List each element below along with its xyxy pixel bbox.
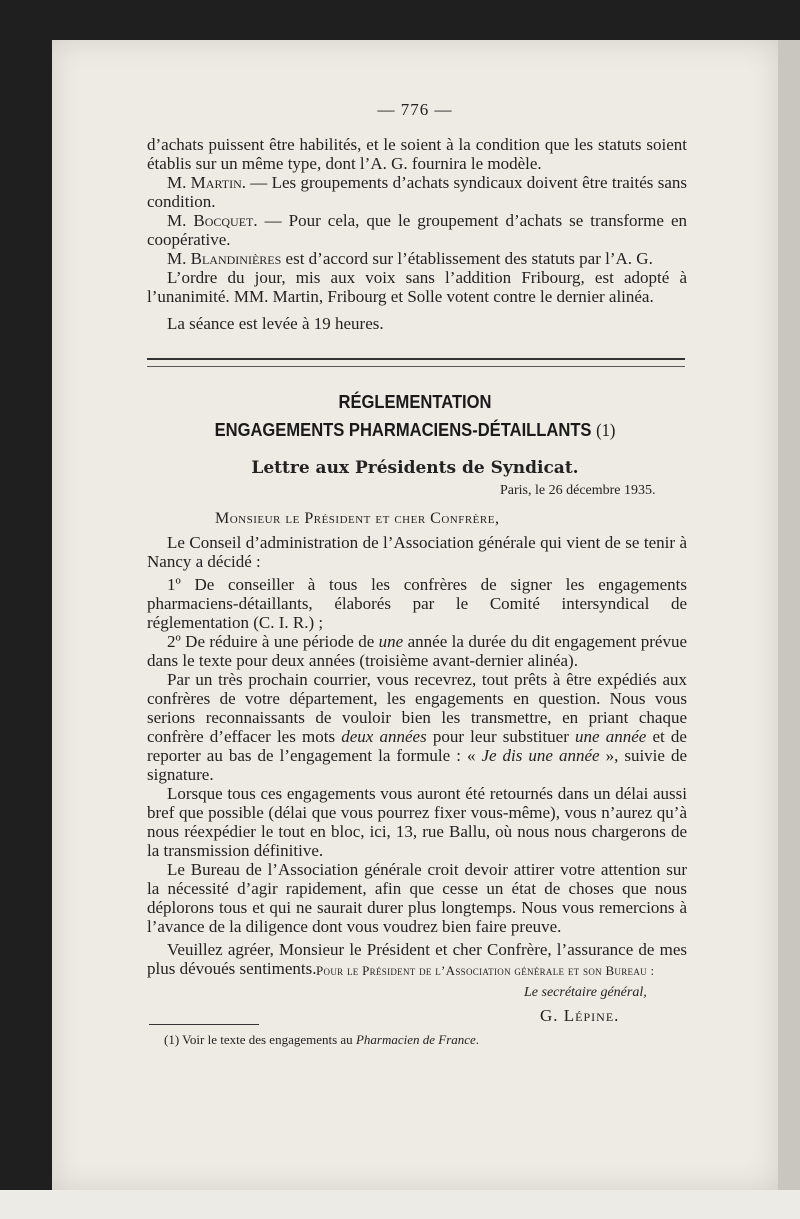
text-run: 2º De réduire à une période de <box>167 632 379 651</box>
minutes-continuation <box>147 135 687 333</box>
emphasis: Je dis une année <box>481 746 600 765</box>
letter-body <box>147 533 687 978</box>
title-footnote-marker: (1) <box>596 420 616 440</box>
letter-paragraph <box>147 670 687 784</box>
document-page <box>52 40 778 1190</box>
text-run: pour leur substituer <box>426 727 576 746</box>
letter-closing: Veuillez agréer, Monsieur le Président et cher Confrère, l’assurance de mes plus dévoués sentiments. <box>147 940 687 978</box>
section-title: RÉGLEMENTATION <box>338 392 492 412</box>
emphasis: deux années <box>341 727 427 746</box>
minutes-paragraph <box>147 211 687 249</box>
letter-paragraph: Le Bureau de l’Association générale croit devoir attirer votre attention sur la nécessité d’agir rapidement, afin que cesse un état de choses que nous déplorons tous et qui ne saurait durer plus longtemps. Nous vous remercions à l’avance de la diligence dont vous voudrez bien faire preuve. <box>147 860 687 936</box>
minutes-paragraph <box>147 173 687 211</box>
minutes-paragraph <box>147 249 687 268</box>
emphasis: une année <box>575 727 647 746</box>
minutes-paragraph: d’achats puissent être habilités, et le soient à la condition que les statuts soient établis sur un même type, dont l’A. G. fournira le modèle. <box>147 135 687 173</box>
adjacent-page-edge <box>778 40 800 1190</box>
letter-paragraph: 1º De conseiller à tous les confrères de signer les engagements pharmaciens-détaillants, élaborés par le Comité intersyndical de réglementation (C. I. R.) ; <box>147 575 687 632</box>
text-run: et de reporter au bas de l’engagement la formule : « <box>147 727 687 765</box>
section-divider-top <box>147 358 685 360</box>
signature-line: Pour le Président de l’Association générale et son Bureau : <box>316 963 655 978</box>
letter-paragraph: Lorsque tous ces engagements vous auront été retournés dans un délai aussi bref que possible (délai que vous pourrez fixer vous-même), vous n’aurez qu’à nous réexpédier le tout en bloc, ici, 13, rue Ballu, où nous nous chargerons de la transmission définitive. <box>147 784 687 860</box>
speaker-name: M. Martin. <box>167 173 246 192</box>
salutation: Monsieur le Président et cher Confrère, <box>215 510 500 527</box>
speaker-text: — Pour cela, que le groupement d’achats se transforme en coopérative. <box>147 211 687 249</box>
text-run: Par un très prochain courrier, vous recevrez, tout prêts à être expédiés aux confrères de votre département, les engagements en question. Nous vous serions reconnaissants de vouloir bien les transmettre, en priant chaque confrère d’effacer les mots <box>147 670 687 746</box>
footnote-rule <box>149 1024 259 1025</box>
footnote <box>164 1032 479 1048</box>
minutes-paragraph: L’ordre du jour, mis aux voix sans l’addition Fribourg, est adopté à l’unanimité. MM. Martin, Fribourg et Solle votent contre le dernier alinéa. <box>147 268 687 306</box>
scan-bottom-band <box>0 1190 800 1219</box>
footnote-text: (1) Voir le texte des engagements au <box>164 1032 356 1047</box>
speaker-name: M. Bocquet. <box>167 211 258 230</box>
emphasis: une <box>378 632 404 651</box>
footnote-text: . <box>475 1032 480 1047</box>
section-subtitle-line <box>81 420 749 441</box>
speaker-name: M. Blandinières <box>167 249 282 268</box>
speaker-text: est d’accord sur l’établissement des statuts par l’A. G. <box>281 249 653 268</box>
section-divider-bottom <box>147 366 685 367</box>
speaker-text: — Les groupements d’achats syndicaux doivent être traités sans condition. <box>147 173 687 211</box>
footnote-journal: Pharmacien de France <box>355 1032 476 1047</box>
signature-role: Le secrétaire général, <box>524 985 647 1000</box>
minutes-closing: La séance est levée à 19 heures. <box>167 314 384 333</box>
text-run: », suivie de signature. <box>147 746 687 784</box>
letter-heading: Lettre aux Présidents de Syndicat. <box>251 458 579 478</box>
letter-paragraph <box>147 632 687 670</box>
text-run: année la durée du dit engagement prévue dans le texte pour deux années (troisième avant-dernier alinéa). <box>147 632 687 670</box>
dateline: Paris, le 26 décembre 1935. <box>500 483 656 498</box>
signature-name: G. Lépine. <box>540 1006 620 1025</box>
title-text: ENGAGEMENTS PHARMACIENS-DÉTAILLANTS <box>214 420 592 440</box>
letter-paragraph: Le Conseil d’administration de l’Association générale qui vient de se tenir à Nancy a décidé : <box>147 533 687 571</box>
page-number: — 776 — <box>377 100 453 119</box>
